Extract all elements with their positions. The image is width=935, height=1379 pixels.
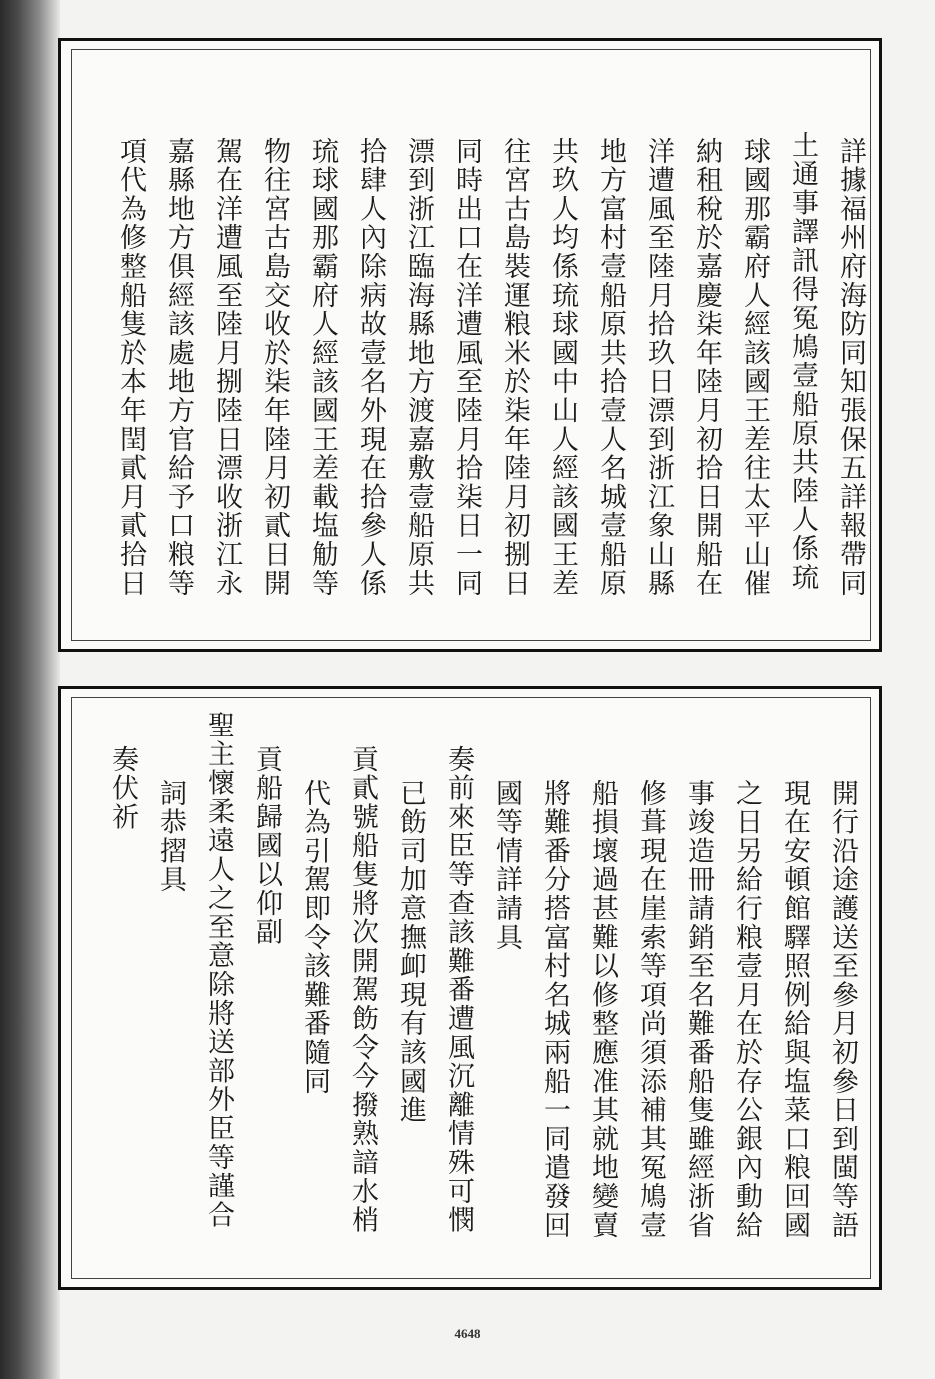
page-number: 4648: [454, 1326, 481, 1341]
bottom-column-15: 詞恭摺具: [155, 779, 186, 895]
top-column-4: 納租稅於嘉慶柒年陸月初拾日開船在: [691, 137, 722, 598]
top-column-5: 洋遭風至陸月拾玖日漂到浙江象山縣: [643, 137, 674, 598]
top-column-13: 物往宮古島交收於柒年陸月初貳日開: [259, 137, 290, 598]
top-column-8: 往宮古島裝運粮米於柒年陸月初捌日: [499, 137, 530, 598]
bottom-column-3: 之日另給行粮壹月在於存公銀內動給: [731, 779, 762, 1240]
bottom-column-2: 現在安頓館驛照例給與塩菜口粮回國: [779, 779, 810, 1240]
bottom-column-13: 貢船歸國以仰副: [251, 745, 282, 947]
top-column-6: 地方富村壹船原共拾壹人名城壹船原: [595, 137, 626, 598]
bottom-column-10: 已飭司加意撫卹現有該國進: [395, 779, 426, 1125]
top-column-1: 詳據福州府海防同知張保五詳報帶同: [835, 137, 866, 598]
bottom-column-6: 船損壞過甚難以修整應准其就地變賣: [587, 779, 618, 1240]
binding-shadow: [0, 0, 60, 1379]
bottom-column-8: 國等情詳請具: [491, 779, 522, 952]
top-column-16: 項代為修整船隻於本年閏貳月貳拾日: [115, 137, 146, 598]
bottom-column-16: 奏伏祈: [107, 745, 138, 832]
top-column-9: 同時出口在洋遭風至陸月拾柒日一同: [451, 137, 482, 598]
bottom-column-1: 開行沿途護送至參月初參日到閩等語: [827, 779, 858, 1240]
bottom-column-14: 聖主懷柔遠人之至意除將送部外臣等謹合: [203, 711, 234, 1230]
top-column-12: 琉球國那霸府人經該國王差載塩觔等: [307, 137, 338, 598]
bottom-column-9: 奏前來臣等查該難番遭風沉離情殊可憫: [443, 745, 474, 1235]
top-text-panel: [58, 38, 882, 652]
top-column-7: 共玖人均係琉球國中山人經該國王差: [547, 137, 578, 598]
bottom-column-7: 將難番分搭富村名城兩船一同遣發回: [539, 779, 570, 1240]
top-column-11: 拾肆人內除病故壹名外現在拾參人係: [355, 137, 386, 598]
bottom-column-11: 貢貳號船隻將次開駕飭令今撥熟諳水梢: [347, 745, 378, 1235]
top-column-3: 球國那霸府人經該國王差往太平山催: [739, 137, 770, 598]
top-column-2: 土通事譯訊得冤鳩壹船原共陸人係琉: [787, 131, 818, 592]
top-column-10: 漂到浙江臨海縣地方渡嘉敷壹船原共: [403, 137, 434, 598]
bottom-column-5: 修葺現在崖索等項尚須添補其冤鳩壹: [635, 779, 666, 1240]
bottom-column-12: 代為引駕即令該難番隨同: [299, 779, 330, 1096]
top-column-14: 駕在洋遭風至陸月捌陸日漂收浙江永: [211, 137, 242, 598]
top-column-15: 嘉縣地方俱經該處地方官給予口粮等: [163, 137, 194, 598]
bottom-column-4: 事竣造冊請銷至名難番船隻雖經浙省: [683, 779, 714, 1240]
bottom-text-panel: [58, 686, 882, 1290]
